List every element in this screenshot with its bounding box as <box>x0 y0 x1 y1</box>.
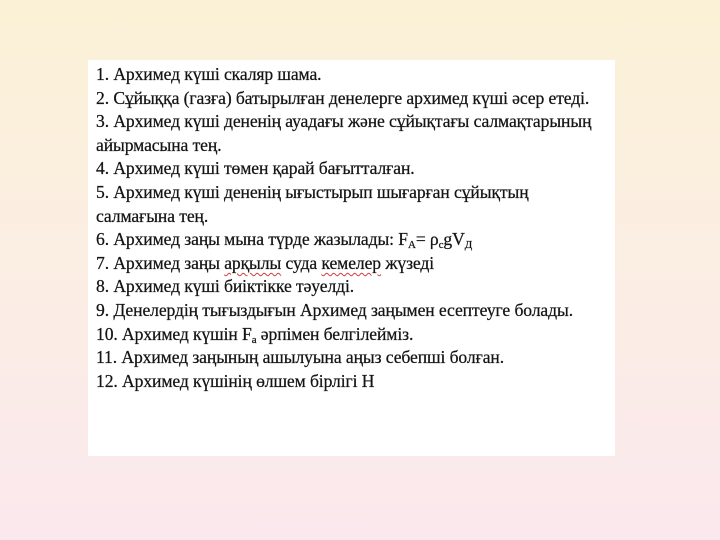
formula-force-sub: A <box>407 239 416 252</box>
statement-text: Архимед күші төмен қарай бағытталған. <box>113 158 415 179</box>
statement-number: 5. <box>96 181 109 202</box>
statement-text: Архимед күшінің өлшем бірлігі Н <box>122 370 375 391</box>
statement-12 <box>96 370 609 394</box>
statement-5 <box>96 181 609 228</box>
statement-number: 11. <box>96 347 118 368</box>
force-symbol <box>242 324 256 344</box>
statement-2 <box>96 87 609 111</box>
statement-text: Архимед заңы <box>113 252 220 273</box>
statement-10 <box>96 323 609 347</box>
statement-number: 3. <box>96 111 109 132</box>
statement-text: Денелердің тығыздығын Архимед заңымен есептеуге болады. <box>113 299 574 320</box>
statement-7 <box>96 252 609 276</box>
formula-rho-sub: c <box>438 239 444 252</box>
archimedes-formula <box>398 229 473 252</box>
formula-volume-sub: Д <box>464 239 473 252</box>
statement-6 <box>96 228 609 252</box>
statement-list <box>96 63 609 393</box>
statement-11 <box>96 346 609 370</box>
statement-number: 2. <box>96 87 109 108</box>
statement-text: Архимед күші дененің ауадағы және сұйықтағы салмақтарының айырмасына <box>96 111 592 155</box>
statement-number: 10. <box>96 323 118 344</box>
statement-text: суда <box>285 252 318 273</box>
formula-force: F <box>398 229 408 250</box>
statement-1 <box>96 63 609 87</box>
statement-text: Архимед күшін <box>122 323 238 344</box>
statement-number: 4. <box>96 158 109 179</box>
formula-equals-rho: = ρ <box>415 229 439 250</box>
force-letter: F <box>242 323 252 344</box>
statement-number: 8. <box>96 276 109 297</box>
formula-gv: gV <box>443 229 465 250</box>
force-letter-sub: a <box>251 333 257 346</box>
statement-text: әрпімен белгілейміз. <box>260 323 414 344</box>
statement-text-end: тең. <box>192 134 222 155</box>
statement-text: Архимед күші скаляр шама. <box>113 64 322 84</box>
statement-3 <box>96 110 609 157</box>
statement-9 <box>96 299 609 323</box>
statement-number: 9. <box>96 299 109 320</box>
spellcheck-word: кемелер <box>321 252 381 273</box>
statement-text: Архимед заңы мына түрде жазылады: <box>113 229 394 250</box>
statement-text: Сұйыққа (газға) батырылған денелерге архимед күші әсер етеді. <box>113 87 590 108</box>
spellcheck-word: арқылы <box>224 252 282 273</box>
statement-number: 6. <box>96 229 109 250</box>
statement-number: 12. <box>96 370 118 391</box>
statement-text: жүзеді <box>385 252 435 273</box>
statement-text: Архимед заңының ашылуына аңыз себепші болған. <box>121 347 505 368</box>
statement-number: 1. <box>96 64 109 84</box>
statement-8 <box>96 275 609 299</box>
statement-card <box>88 60 615 456</box>
statement-text: Архимед күші дененің ығыстырып шығарған сұйықтың салмағына тең. <box>96 181 529 226</box>
statement-text: Архимед күші биіктікке тәуелді. <box>113 276 355 297</box>
statement-4 <box>96 157 609 181</box>
statement-number: 7. <box>96 252 109 273</box>
